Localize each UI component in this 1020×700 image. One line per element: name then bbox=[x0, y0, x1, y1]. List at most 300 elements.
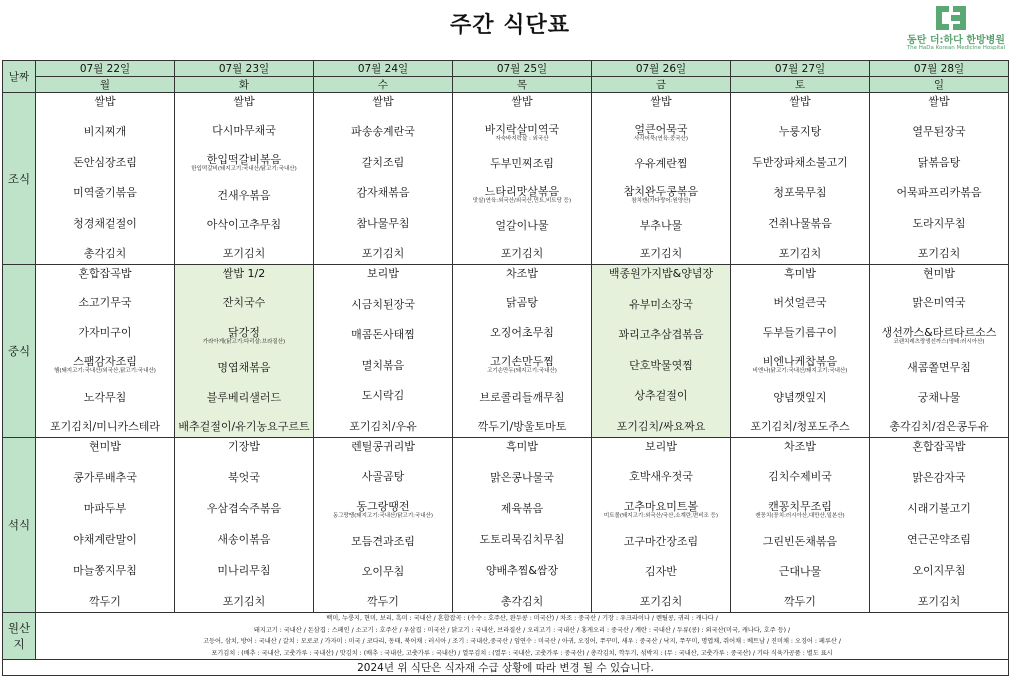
menu-item bbox=[870, 361, 1008, 375]
menu-item bbox=[314, 389, 452, 403]
menu-item bbox=[314, 535, 452, 549]
menu-item-name: 포기김치 bbox=[639, 594, 683, 608]
menu-item-name: 혼합잡곡밥 bbox=[912, 440, 966, 453]
menu-item bbox=[314, 328, 452, 342]
menu-item-name: 명엽채볶음 bbox=[217, 361, 271, 375]
menu-item-name: 포기김치 bbox=[917, 595, 961, 608]
menu-item-name: 고구마간장조림 bbox=[623, 535, 699, 549]
menu-item bbox=[731, 186, 869, 200]
menu-item-name: 상추겉절이 bbox=[634, 389, 688, 403]
menu-item-name: 쌀밥 bbox=[94, 95, 116, 108]
menu-item bbox=[870, 217, 1008, 231]
breakfast-cell bbox=[592, 93, 731, 265]
menu-item bbox=[453, 440, 591, 454]
menu-item-name: 호박새우젓국 bbox=[629, 469, 693, 483]
lunch-cell bbox=[592, 265, 731, 438]
menu-item bbox=[36, 502, 174, 516]
menu-item-name: 가자미구이 bbox=[78, 325, 132, 339]
menu-item-name: 쌀밥 bbox=[928, 95, 950, 108]
weekday-cell: 일 bbox=[870, 77, 1009, 93]
menu-item-name: 도라지무침 bbox=[912, 216, 966, 230]
menu-item-origin-note: 햄(돼지고기:국내산/외국산,닭고기:국내산) bbox=[54, 368, 156, 375]
menu-item bbox=[592, 440, 730, 454]
dinner-cell bbox=[314, 438, 453, 613]
menu-item bbox=[175, 361, 313, 375]
menu-item-name: 노각무침 bbox=[83, 390, 127, 404]
menu-item-name: 두반장파채소불고기 bbox=[752, 155, 848, 169]
menu-item-name: 한입떡갈비볶음 bbox=[206, 153, 282, 167]
menu-item-origin-note: 코랜치레츠랑생선까스(명태:러시아산) bbox=[893, 338, 985, 345]
weekday-cell: 화 bbox=[175, 77, 314, 93]
menu-item bbox=[592, 328, 730, 342]
menu-item bbox=[36, 186, 174, 200]
menu-item-name: 브로콜리들깨무침 bbox=[479, 390, 565, 404]
dinner-label: 석식 bbox=[3, 438, 36, 613]
menu-item bbox=[870, 95, 1008, 109]
menu-item bbox=[731, 267, 869, 281]
breakfast-label: 조식 bbox=[3, 93, 36, 265]
menu-item bbox=[175, 153, 313, 173]
breakfast-cell bbox=[36, 93, 175, 265]
menu-item-name: 부추나물 bbox=[639, 219, 683, 232]
menu-item bbox=[175, 296, 313, 310]
menu-item-name: 두부들기름구이 bbox=[762, 325, 838, 339]
menu-item bbox=[453, 391, 591, 405]
menu-item-name: 포기김치 bbox=[639, 247, 683, 260]
menu-item bbox=[453, 533, 591, 547]
menu-item-name: 백종원가지밥&양념장 bbox=[608, 267, 714, 280]
menu-item-name: 미역줄기볶음 bbox=[73, 186, 137, 200]
menu-item bbox=[314, 420, 452, 434]
menu-item-name: 오이무침 bbox=[361, 565, 405, 579]
date-cell: 07월 26일 bbox=[592, 61, 731, 77]
menu-item-name: 참치완두콩볶음 bbox=[623, 185, 699, 198]
menu-item bbox=[175, 218, 313, 232]
menu-item bbox=[592, 420, 730, 434]
menu-item-name: 파송송계란국 bbox=[351, 125, 415, 139]
menu-item bbox=[36, 247, 174, 261]
origin-line: 포기김치 : (배추 : 국내산, 고춧가루 : 국내산) / 맛김치 : (배추 : 국내산, 고춧가루 : 국내산) / 열무김치 : (열무 : 국내산, 고춧가루 : 중국산) / 총각김치, 깍두기, 섞박지 : (무 : 국내산, 고춧가루 : 중국산) / 기타 식육가공품 : 별도 표시 bbox=[211, 649, 833, 657]
dinner-cell bbox=[36, 438, 175, 613]
menu-item bbox=[175, 247, 313, 261]
menu-item bbox=[870, 156, 1008, 170]
menu-item-name: 마늘쫑지무침 bbox=[73, 564, 137, 577]
menu-item-name: 비지찌개 bbox=[83, 125, 127, 139]
menu-item bbox=[592, 565, 730, 579]
menu-item-name: 깍두기 bbox=[89, 595, 121, 608]
menu-item-name: 총각김치/검은콩두유 bbox=[889, 419, 989, 433]
menu-item bbox=[731, 391, 869, 405]
menu-item-name: 동그랑땡전 bbox=[356, 499, 410, 513]
menu-item-origin-note: 미트볼(돼지고기:외국산/국산,소계란,변비조 등) bbox=[603, 512, 719, 519]
menu-item-name: 버섯얼큰국 bbox=[773, 296, 827, 310]
menu-item-name: 오징어초무침 bbox=[490, 325, 554, 339]
menu-item bbox=[731, 470, 869, 484]
date-row bbox=[3, 61, 1009, 77]
menu-item-name: 도시락김 bbox=[361, 389, 405, 403]
menu-item-origin-note: 맛살(연육:외국산/외국산,민트,비트당 등) bbox=[472, 198, 572, 204]
menu-item-name: 렌틸콩귀리밥 bbox=[351, 440, 415, 453]
menu-item bbox=[314, 440, 452, 454]
menu-item-name: 갈치조림 bbox=[361, 155, 405, 169]
menu-item bbox=[314, 125, 452, 139]
menu-item bbox=[592, 359, 730, 373]
menu-item-name: 양배추찜&쌈장 bbox=[485, 564, 559, 577]
date-cell: 07월 25일 bbox=[453, 61, 592, 77]
menu-item-name: 야채계란말이 bbox=[73, 533, 137, 546]
weekday-cell: 금 bbox=[592, 77, 731, 93]
menu-item bbox=[592, 267, 730, 281]
lunch-cell bbox=[175, 265, 314, 438]
menu-item-name: 얼큰어묵국 bbox=[634, 123, 688, 136]
menu-item bbox=[731, 355, 869, 375]
menu-item-origin-note: 비엔나(닭고기:국내산/돼지고기:국내산) bbox=[752, 368, 848, 375]
menu-item bbox=[175, 124, 313, 138]
menu-item-name: 포기김치 bbox=[917, 246, 961, 260]
date-cell: 07월 24일 bbox=[314, 61, 453, 77]
menu-item-name: 청경채겉절이 bbox=[73, 216, 137, 230]
origin-row bbox=[3, 613, 1009, 660]
menu-item bbox=[592, 535, 730, 549]
menu-item-origin-note: 사각어묵(연육:중국산) bbox=[634, 136, 688, 142]
menu-item bbox=[36, 355, 174, 375]
menu-item-name: 포기김치 bbox=[361, 246, 405, 260]
menu-item bbox=[36, 420, 174, 434]
menu-item-name: 쌀밥 bbox=[650, 95, 672, 108]
menu-item-name: 깍두기 bbox=[367, 594, 399, 608]
menu-item bbox=[731, 420, 869, 434]
lunch-cell bbox=[731, 265, 870, 438]
menu-item-name: 그린빈돈채볶음 bbox=[762, 535, 838, 549]
menu-item bbox=[592, 123, 730, 143]
breakfast-cell bbox=[314, 93, 453, 265]
menu-item-name: 돈안심장조림 bbox=[73, 155, 137, 169]
menu-item-name: 아삭이고추무침 bbox=[206, 217, 282, 231]
menu-item bbox=[36, 125, 174, 139]
origin-line: 백미, 누룽지, 현미, 보리, 흑미 : 국내산 / 혼합잡곡 : (수수 : 호주산, 완두콩 : 미국산) / 차조 : 중국산 / 기장 : 우크라이나 / 렌틸콩, 귀리 : 캐나다 / bbox=[326, 615, 718, 622]
menu-item-name: 닭강정 bbox=[228, 325, 260, 339]
menu-item bbox=[175, 564, 313, 578]
menu-item bbox=[36, 595, 174, 609]
menu-item-name: 차조밥 bbox=[506, 267, 538, 280]
menu-item-name: 두부민찌조림 bbox=[490, 157, 554, 170]
menu-item bbox=[453, 420, 591, 434]
menu-item-name: 기장밥 bbox=[228, 440, 260, 453]
menu-item bbox=[314, 359, 452, 373]
menu-item bbox=[175, 420, 313, 434]
menu-item-name: 보리밥 bbox=[367, 267, 399, 280]
menu-item bbox=[870, 326, 1008, 346]
menu-item-name: 북엇국 bbox=[228, 471, 260, 484]
menu-item-name: 닭곰탕 bbox=[506, 296, 538, 310]
menu-item bbox=[175, 440, 313, 454]
menu-item-name: 고추마요미트볼 bbox=[623, 499, 699, 513]
lunch-cell bbox=[36, 265, 175, 438]
menu-item bbox=[314, 186, 452, 200]
menu-item-name: 우유계란찜 bbox=[634, 157, 688, 170]
menu-item-name: 열무된장국 bbox=[912, 125, 966, 139]
origin-info bbox=[36, 613, 1009, 660]
menu-item-name: 포기김치 bbox=[500, 247, 544, 260]
menu-item-name: 미나리무침 bbox=[217, 564, 271, 577]
menu-item bbox=[731, 326, 869, 340]
menu-item bbox=[175, 189, 313, 203]
menu-item bbox=[175, 95, 313, 109]
menu-item bbox=[731, 95, 869, 109]
menu-item bbox=[453, 219, 591, 233]
lunch-row bbox=[3, 265, 1009, 438]
menu-item bbox=[175, 267, 313, 281]
lunch-cell bbox=[870, 265, 1009, 438]
menu-item-name: 보리밥 bbox=[645, 440, 677, 453]
menu-item-name: 흑미밥 bbox=[506, 440, 538, 453]
date-cell: 07월 23일 bbox=[175, 61, 314, 77]
menu-item bbox=[314, 470, 452, 484]
menu-item-name: 감자채볶음 bbox=[356, 186, 410, 200]
menu-item bbox=[314, 267, 452, 281]
menu-item bbox=[870, 420, 1008, 434]
menu-item bbox=[36, 564, 174, 578]
menu-item bbox=[175, 471, 313, 485]
menu-item-name: 마파두부 bbox=[83, 502, 127, 515]
menu-item-name: 혼합잡곡밥 bbox=[78, 267, 132, 280]
menu-item-origin-note: 고기손만두(돼지고기:국내산) bbox=[487, 368, 557, 375]
menu-item-name: 포기김치 bbox=[222, 595, 266, 608]
menu-item bbox=[36, 533, 174, 547]
menu-item-name: 어묵파프리카볶음 bbox=[896, 186, 982, 200]
menu-item bbox=[175, 595, 313, 609]
lunch-cell bbox=[314, 265, 453, 438]
weekday-row bbox=[3, 77, 1009, 93]
origin-label: 원산지 bbox=[3, 613, 36, 660]
logo-name-en: The HaDa Korean Medicine Hospital bbox=[906, 45, 1006, 51]
menu-item-name: 쌀밥 1/2 bbox=[222, 267, 266, 280]
weekday-cell: 토 bbox=[731, 77, 870, 93]
dinner-row bbox=[3, 438, 1009, 613]
origin-line: 고등어, 삼치, 방어 : 국내산 / 갈치 : 모로코 / 가자미 : 미국 / 코다리, 동태, 북어채 : 러시아 / 조기 : 국내산,중국산 / 임연수 : 미국산 / 아귀, 오징어, 쭈꾸미, 새우 : 중국산 / 낙지, 쭈꾸미, 명엽채, 쥐어채 : 베트남 / 진미채 : 오징어 : 페루산 / bbox=[203, 638, 841, 645]
menu-item-name: 쌀밥 bbox=[372, 95, 394, 108]
menu-item-name: 누룽지탕 bbox=[778, 125, 822, 139]
menu-item-name: 잔치국수 bbox=[222, 296, 266, 310]
breakfast-cell bbox=[175, 93, 314, 265]
menu-item-name: 쌀밥 bbox=[789, 95, 811, 108]
menu-item-name: 쌀밥 bbox=[233, 95, 255, 108]
menu-item-name: 포기김치/미니카스테라 bbox=[50, 419, 160, 433]
menu-item-name: 근대나물 bbox=[778, 565, 822, 579]
menu-item bbox=[870, 471, 1008, 485]
menu-item-name: 맑은미역국 bbox=[912, 296, 966, 310]
lunch-cell bbox=[453, 265, 592, 438]
menu-item-name: 사골곰탕 bbox=[361, 469, 405, 483]
menu-item-name: 건취나물볶음 bbox=[768, 216, 832, 230]
menu-item bbox=[592, 247, 730, 261]
menu-item bbox=[175, 391, 313, 405]
menu-item bbox=[731, 156, 869, 170]
footnote: 2024년 위 식단은 식자재 수급 상황에 따라 변경 될 수 있습니다. bbox=[3, 660, 1009, 676]
menu-item-name: 멸치볶음 bbox=[361, 358, 405, 372]
origin-line: 돼지고기 : 국내산 / 돈삼겹 : 스페인 / 소고기 : 호주산 / 우삼겹 : 미국산 / 닭고기 : 국내산, 브라질산 / 오리고기 : 국내산 / 홍게오리 : 중국산 / 계란 : 국내산 / 두류(콩) : 외국산(미국, 캐나다, 호주 등) / bbox=[253, 626, 791, 634]
menu-item bbox=[36, 326, 174, 340]
menu-item bbox=[36, 217, 174, 231]
menu-item-name: 차조밥 bbox=[784, 440, 816, 453]
menu-item-origin-note: 자숙바지락살 : 외국산 bbox=[495, 136, 549, 142]
menu-item-name: 시래기불고기 bbox=[907, 502, 971, 515]
dinner-cell bbox=[731, 438, 870, 613]
menu-item-name: 포기김치/싸요짜요 bbox=[616, 419, 706, 433]
hospital-logo-icon bbox=[936, 6, 966, 30]
menu-item bbox=[175, 502, 313, 516]
menu-item bbox=[870, 440, 1008, 454]
menu-item bbox=[592, 389, 730, 403]
menu-item-name: 참나물무침 bbox=[356, 216, 410, 230]
menu-item-name: 맑은콩나물국 bbox=[490, 471, 554, 484]
menu-item-name: 고기손만두찜 bbox=[490, 355, 554, 369]
menu-item-name: 포기김치 bbox=[778, 246, 822, 260]
breakfast-row bbox=[3, 93, 1009, 265]
menu-item-origin-note: 한입떡갈비(돼지고기:국내산/닭고기:국내산) bbox=[191, 166, 297, 173]
dinner-cell bbox=[453, 438, 592, 613]
lunch-label: 중식 bbox=[3, 265, 36, 438]
menu-item-name: 현미밥 bbox=[923, 267, 955, 280]
breakfast-cell bbox=[453, 93, 592, 265]
menu-item bbox=[175, 326, 313, 346]
menu-item-name: 쌀밥 bbox=[511, 95, 533, 108]
menu-item-name: 소고기무국 bbox=[78, 296, 132, 310]
menu-item-name: 느타리맛살볶음 bbox=[484, 185, 560, 198]
menu-item-name: 우삼겹숙주볶음 bbox=[206, 502, 282, 515]
menu-item-name: 시금치된장국 bbox=[351, 297, 415, 311]
page-title: 주간 식단표 bbox=[450, 13, 570, 38]
dinner-cell bbox=[870, 438, 1009, 613]
menu-item bbox=[731, 565, 869, 579]
menu-item-origin-note: 동그랑땡(돼지고기:국내산/닭고기:국내산) bbox=[332, 512, 434, 519]
menu-item bbox=[36, 156, 174, 170]
menu-item-name: 블루베리샐러드 bbox=[206, 390, 282, 404]
menu-item-origin-note: 가라아게(닭고기:다리살:브라질산) bbox=[202, 338, 286, 345]
menu-item-name: 꽈리고추삼겹볶음 bbox=[618, 328, 704, 342]
weekday-cell: 월 bbox=[36, 77, 175, 93]
menu-item-name: 총각김치 bbox=[500, 595, 544, 608]
menu-item-name: 포기김치/우유 bbox=[349, 419, 417, 433]
menu-item bbox=[870, 186, 1008, 200]
menu-item bbox=[870, 296, 1008, 310]
menu-item bbox=[592, 595, 730, 609]
menu-item-name: 맑은감자국 bbox=[912, 471, 966, 484]
menu-item-name: 스팸감자조림 bbox=[73, 355, 137, 369]
menu-item bbox=[870, 533, 1008, 547]
menu-item-name: 새콤쫄면무침 bbox=[907, 361, 971, 375]
menu-item bbox=[453, 502, 591, 516]
menu-item bbox=[314, 565, 452, 579]
hospital-logo bbox=[900, 4, 1012, 54]
menu-item bbox=[314, 298, 452, 312]
menu-item-name: 깍두기 bbox=[784, 594, 816, 608]
dinner-cell bbox=[175, 438, 314, 613]
menu-item-name: 도토리묵김치무침 bbox=[479, 533, 565, 546]
menu-item bbox=[314, 247, 452, 261]
menu-item-name: 연근곤약조림 bbox=[907, 533, 971, 546]
menu-item-name: 청포묵무침 bbox=[773, 186, 827, 200]
menu-item bbox=[36, 391, 174, 405]
menu-item bbox=[870, 564, 1008, 578]
menu-item-name: 제육볶음 bbox=[500, 502, 544, 515]
menu-item bbox=[731, 440, 869, 454]
menu-item bbox=[453, 595, 591, 609]
menu-item-name: 깍두기/방울토마토 bbox=[477, 419, 567, 433]
menu-item bbox=[453, 267, 591, 281]
menu-item bbox=[731, 296, 869, 310]
menu-item bbox=[453, 247, 591, 261]
menu-item bbox=[592, 298, 730, 312]
menu-item-name: 생선까스&타르타르소스 bbox=[881, 325, 997, 339]
menu-item-name: 양념깻잎지 bbox=[773, 390, 827, 404]
logo-name-ko: 동탄 더:하다 한방병원 bbox=[907, 35, 1005, 46]
menu-item bbox=[36, 95, 174, 109]
menu-item-name: 모듬견과조림 bbox=[351, 535, 415, 549]
menu-item-name: 매콤돈사태찜 bbox=[351, 328, 415, 342]
menu-item bbox=[453, 471, 591, 485]
menu-item bbox=[175, 533, 313, 547]
menu-item-name: 오이지무침 bbox=[912, 564, 966, 577]
menu-item-name: 배추겉절이/유기농요구르트 bbox=[178, 419, 310, 433]
menu-item bbox=[731, 217, 869, 231]
menu-item-name: 포기김치 bbox=[222, 246, 266, 260]
menu-item bbox=[314, 500, 452, 520]
menu-item bbox=[731, 125, 869, 139]
date-cell: 07월 22일 bbox=[36, 61, 175, 77]
menu-item bbox=[592, 157, 730, 171]
menu-item-name: 바지락살미역국 bbox=[484, 123, 560, 136]
date-label: 날짜 bbox=[3, 61, 36, 93]
menu-item bbox=[314, 95, 452, 109]
menu-item-name: 현미밥 bbox=[89, 440, 121, 453]
menu-item-name: 비엔나케찹볶음 bbox=[762, 355, 838, 369]
menu-item-name: 포기김치/청포도주스 bbox=[750, 419, 850, 433]
weekday-cell: 수 bbox=[314, 77, 453, 93]
menu-item-name: 새송이볶음 bbox=[217, 533, 271, 546]
menu-item bbox=[870, 595, 1008, 609]
menu-item bbox=[453, 123, 591, 143]
menu-item bbox=[731, 535, 869, 549]
menu-item bbox=[731, 247, 869, 261]
menu-item-name: 흑미밥 bbox=[784, 267, 816, 280]
menu-item bbox=[453, 296, 591, 310]
menu-item bbox=[314, 156, 452, 170]
weekday-cell: 목 bbox=[453, 77, 592, 93]
menu-item bbox=[592, 185, 730, 205]
menu-item bbox=[314, 217, 452, 231]
menu-item bbox=[870, 502, 1008, 516]
menu-item bbox=[453, 564, 591, 578]
menu-item bbox=[36, 471, 174, 485]
menu-item bbox=[870, 125, 1008, 139]
menu-item bbox=[453, 185, 591, 205]
menu-item-name: 김자반 bbox=[645, 565, 677, 579]
menu-item-name: 김치수제비국 bbox=[768, 469, 832, 483]
menu-item-origin-note: 캔꽁치(꽁치:러시아산,대만산,일본산) bbox=[755, 512, 845, 519]
menu-item-name: 총각김치 bbox=[83, 246, 127, 260]
menu-item bbox=[592, 95, 730, 109]
menu-item-name: 캔꽁치무조림 bbox=[768, 499, 832, 513]
menu-item bbox=[731, 595, 869, 609]
menu-item bbox=[592, 219, 730, 233]
menu-item bbox=[870, 391, 1008, 405]
menu-item-name: 건새우볶음 bbox=[217, 188, 271, 202]
menu-item-name: 얼갈이나물 bbox=[495, 219, 549, 232]
menu-item bbox=[592, 500, 730, 520]
menu-item bbox=[870, 267, 1008, 281]
weekly-menu-table bbox=[2, 60, 1009, 676]
